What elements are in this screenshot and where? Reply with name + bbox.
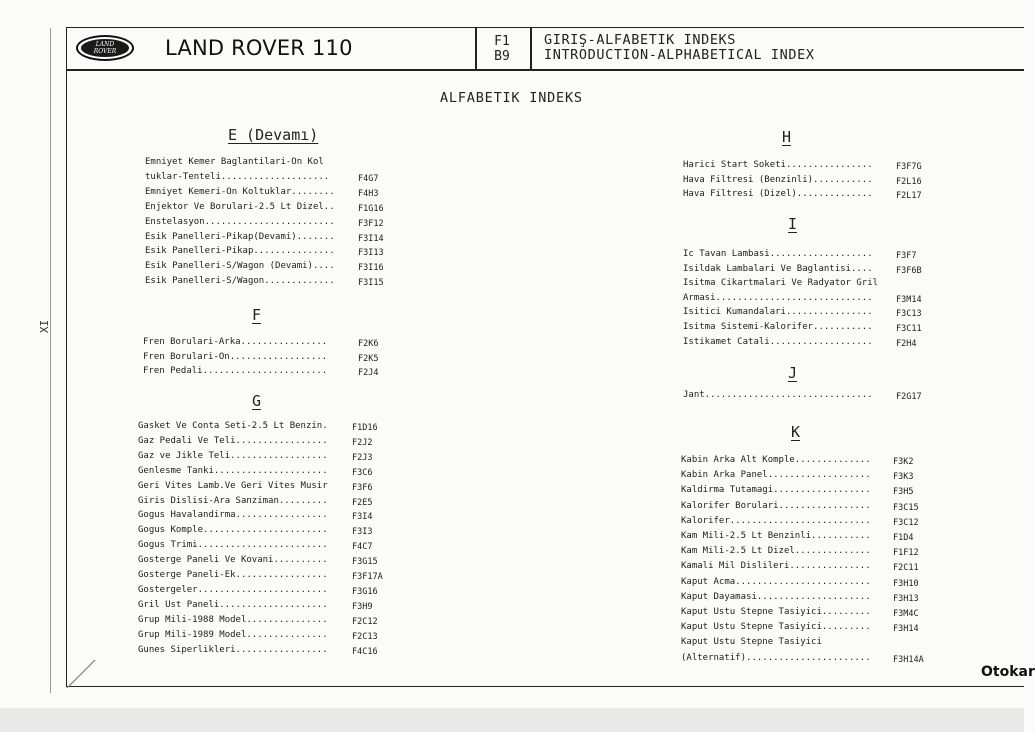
index-entry-code: F2E5 [352, 497, 373, 508]
index-entry-label: Gogus Trimi........................ [138, 540, 328, 551]
index-entry-code: F3F6 [352, 482, 373, 493]
brand-title: LAND ROVER 110 [165, 36, 353, 60]
index-entry-label: Kalorifer.......................... [681, 515, 871, 526]
index-entry-label: Grup Mili-1988 Model............... [138, 614, 328, 625]
index-entry-label: Armasi............................. [683, 292, 873, 303]
page-title: ALFABETIK INDEKS [440, 90, 583, 106]
index-entry-label: Kaldirma Tutamagi.................. [681, 485, 871, 496]
index-entry-label: tuklar-Tenteli.................... [145, 171, 330, 182]
section-heading: F [252, 306, 262, 324]
index-entry-code: F3H9 [352, 601, 373, 612]
index-entry-label: Gosterge Paneli Ve Kovani.......... [138, 555, 328, 566]
index-entry-label: Gostergeler........................ [138, 584, 328, 595]
index-entry-label: Grup Mili-1989 Model............... [138, 629, 328, 640]
index-entry-label: Enstelasyon........................ [145, 216, 335, 227]
section-heading: K [791, 423, 801, 441]
index-entry-code: F2C13 [352, 631, 378, 642]
index-entry-code: F3H14A [893, 654, 924, 665]
corner-brand: Otokar [981, 664, 1035, 680]
index-entry-label: Gogus Komple....................... [138, 525, 328, 536]
index-entry-code: F3I4 [352, 512, 373, 523]
index-entry-label: Esik Panelleri-Pikap(Devami)....... [145, 231, 335, 242]
land-rover-logo [76, 35, 134, 61]
logo-text-land: LAND [95, 41, 115, 48]
logo-text-rover: ROVER [93, 48, 117, 55]
index-entry-label: Kamali Mil Dislileri............... [681, 561, 871, 572]
index-entry-code: F4C16 [352, 646, 378, 657]
index-entry-label: Kaput Acma......................... [681, 576, 871, 587]
index-entry-label: Istikamet Catali................... [683, 336, 873, 347]
index-entry-code: F3H14 [893, 624, 919, 635]
index-entry-code: F2C12 [352, 616, 378, 627]
index-entry-code: F1D16 [352, 423, 378, 433]
section-heading: G [252, 392, 262, 410]
index-entry-label: Fren Borulari-Arka................ [143, 337, 328, 347]
index-entry-code: F3M4C [893, 609, 919, 619]
index-entry-code: F3H5 [893, 487, 914, 498]
section-heading: E (Devamı) [228, 126, 319, 144]
index-entry-label: Kaput Ustu Stepne Tasiyici......... [681, 607, 871, 617]
index-entry-code: F4G7 [358, 173, 379, 184]
index-entry-label: Kaput Ustu Stepne Tasiyici [681, 637, 822, 648]
index-entry-label: Isitma Sistemi-Kalorifer........... [683, 322, 873, 332]
index-entry-label: Kam Mili-2.5 Lt Dizel.............. [681, 546, 871, 557]
index-entry-code: F2C11 [893, 563, 919, 574]
index-entry-code: F2L16 [896, 176, 922, 187]
index-entry-code: F3K2 [893, 457, 914, 467]
header-rule [66, 69, 1024, 71]
index-entry-code: F2J4 [358, 368, 379, 379]
index-entry-label: Kabin Arka Alt Komple.............. [681, 455, 871, 465]
index-entry-code: F3C12 [893, 517, 919, 528]
index-entry-code: F3C13 [896, 309, 922, 320]
index-entry-code: F3I15 [358, 278, 384, 289]
index-entry-code: F1G16 [358, 203, 384, 214]
header-divider-right [530, 27, 532, 70]
index-entry-code: F3I3 [352, 527, 373, 538]
title-english: INTRODUCTION-ALPHABETICAL INDEX [544, 47, 815, 63]
index-entry-code: F2H4 [896, 338, 917, 349]
section-heading: H [782, 128, 792, 146]
index-entry-code: F2K5 [358, 353, 379, 364]
index-entry-code: F3F7 [896, 251, 917, 261]
header-divider-left [475, 27, 477, 70]
index-entry-label: Kalorifer Borulari................. [681, 500, 871, 511]
index-entry-label: Jant............................... [683, 390, 873, 400]
index-entry-label: Gunes Siperlikleri................. [138, 644, 328, 655]
section-heading: I [788, 215, 798, 233]
index-entry-label: Isitma Cikartmalari Ve Radyator Gril [683, 278, 879, 289]
index-entry-label: Ic Tavan Lambasi................... [683, 249, 873, 259]
index-entry-label: Genlesme Tanki..................... [138, 465, 328, 476]
index-entry-code: F3F7G [896, 162, 922, 172]
index-entry-label: (Alternatif)....................... [681, 652, 871, 663]
index-entry-label: Kaput Ustu Stepne Tasiyici......... [681, 622, 871, 633]
index-entry-code: F3I16 [358, 263, 384, 274]
side-page-mark: XI [38, 319, 52, 334]
index-entry-code: F1F12 [893, 548, 919, 559]
index-entry-code: F3I14 [358, 233, 384, 244]
index-entry-code: F3M14 [896, 294, 922, 305]
index-entry-code: F2J2 [352, 437, 373, 448]
index-entry-code: F3C15 [893, 502, 919, 513]
section-titles [544, 33, 815, 63]
index-entry-label: Gogus Havalandirma................. [138, 510, 328, 521]
index-entry-label: Isitici Kumandalari................ [683, 307, 873, 318]
code-top: F1 [494, 34, 510, 49]
index-entry-code: F3F12 [358, 218, 384, 229]
section-codes [490, 34, 514, 64]
page-corner-fold [66, 660, 96, 688]
index-entry-label: Hava Filtresi (Dizel).............. [683, 189, 873, 199]
index-entry-label: Esik Panelleri-S/Wagon............. [145, 276, 335, 287]
index-entry-code: F3F6B [896, 265, 922, 276]
index-entry-code: F3H13 [893, 593, 919, 604]
index-entry-label: Fren Borulari-On.................. [143, 351, 328, 362]
section-heading: J [788, 364, 798, 382]
index-entry-code: F2J3 [352, 452, 373, 463]
index-entry-label: Gasket Ve Conta Seti-2.5 Lt Benzin. [138, 421, 328, 431]
index-entry-code: F3F17A [352, 572, 383, 582]
index-entry-label: Gaz Pedali Ve Teli................. [138, 435, 328, 446]
index-entry-label: Kabin Arka Panel................... [681, 470, 871, 481]
index-entry-code: F3G15 [352, 557, 378, 568]
index-entry-code: F3C6 [352, 467, 373, 478]
index-entry-label: Gaz ve Jikle Teli.................. [138, 450, 328, 461]
index-entry-label: Giris Dislisi-Ara Sanziman......... [138, 495, 328, 506]
index-entry-label: Hava Filtresi (Benzinli)........... [683, 174, 873, 185]
index-entry-code: F3I13 [358, 248, 384, 259]
index-entry-code: F3G16 [352, 586, 378, 597]
index-entry-label: Kam Mili-2.5 Lt Benzinli........... [681, 531, 871, 541]
index-entry-code: F3K3 [893, 472, 914, 483]
index-entry-label: Harici Start Soketi................ [683, 160, 873, 170]
index-entry-code: F2L17 [896, 191, 922, 201]
index-entry-label: Isildak Lambalari Ve Baglantisi.... [683, 263, 873, 274]
index-entry-label: Gril Ust Paneli.................... [138, 599, 328, 610]
index-entry-label: Esik Panelleri-Pikap............... [145, 246, 335, 257]
index-entry-label: Kaput Dayamasi..................... [681, 591, 871, 602]
index-entry-code: F4H3 [358, 188, 379, 199]
index-entry-label: Esik Panelleri-S/Wagon (Devami).... [145, 261, 335, 272]
code-bottom: B9 [494, 49, 510, 64]
index-entry-code: F2G17 [896, 392, 922, 402]
index-entry-code: F3C11 [896, 324, 922, 334]
index-entry-label: Enjektor Ve Borulari-2.5 Lt Dizel.. [145, 201, 335, 212]
index-entry-code: F4C7 [352, 542, 373, 553]
index-entry-label: Emniyet Kemeri-On Koltuklar........ [145, 186, 335, 197]
index-entry-label: Gosterge Paneli-Ek................. [138, 570, 328, 580]
scan-bottom-strip [0, 708, 1024, 732]
index-entry-label: Geri Vites Lamb.Ve Geri Vites Musir [138, 480, 328, 491]
index-entry-code: F1D4 [893, 533, 914, 543]
title-turkish: GIRIŞ-ALFABETIK INDEKS [544, 32, 737, 48]
index-entry-code: F3H10 [893, 578, 919, 589]
binding-edge [50, 28, 51, 693]
index-entry-label: Emniyet Kemer Baglantilari-On Kol [145, 157, 324, 167]
index-entry-code: F2K6 [358, 339, 379, 349]
index-entry-label: Fren Pedali....................... [143, 366, 328, 377]
